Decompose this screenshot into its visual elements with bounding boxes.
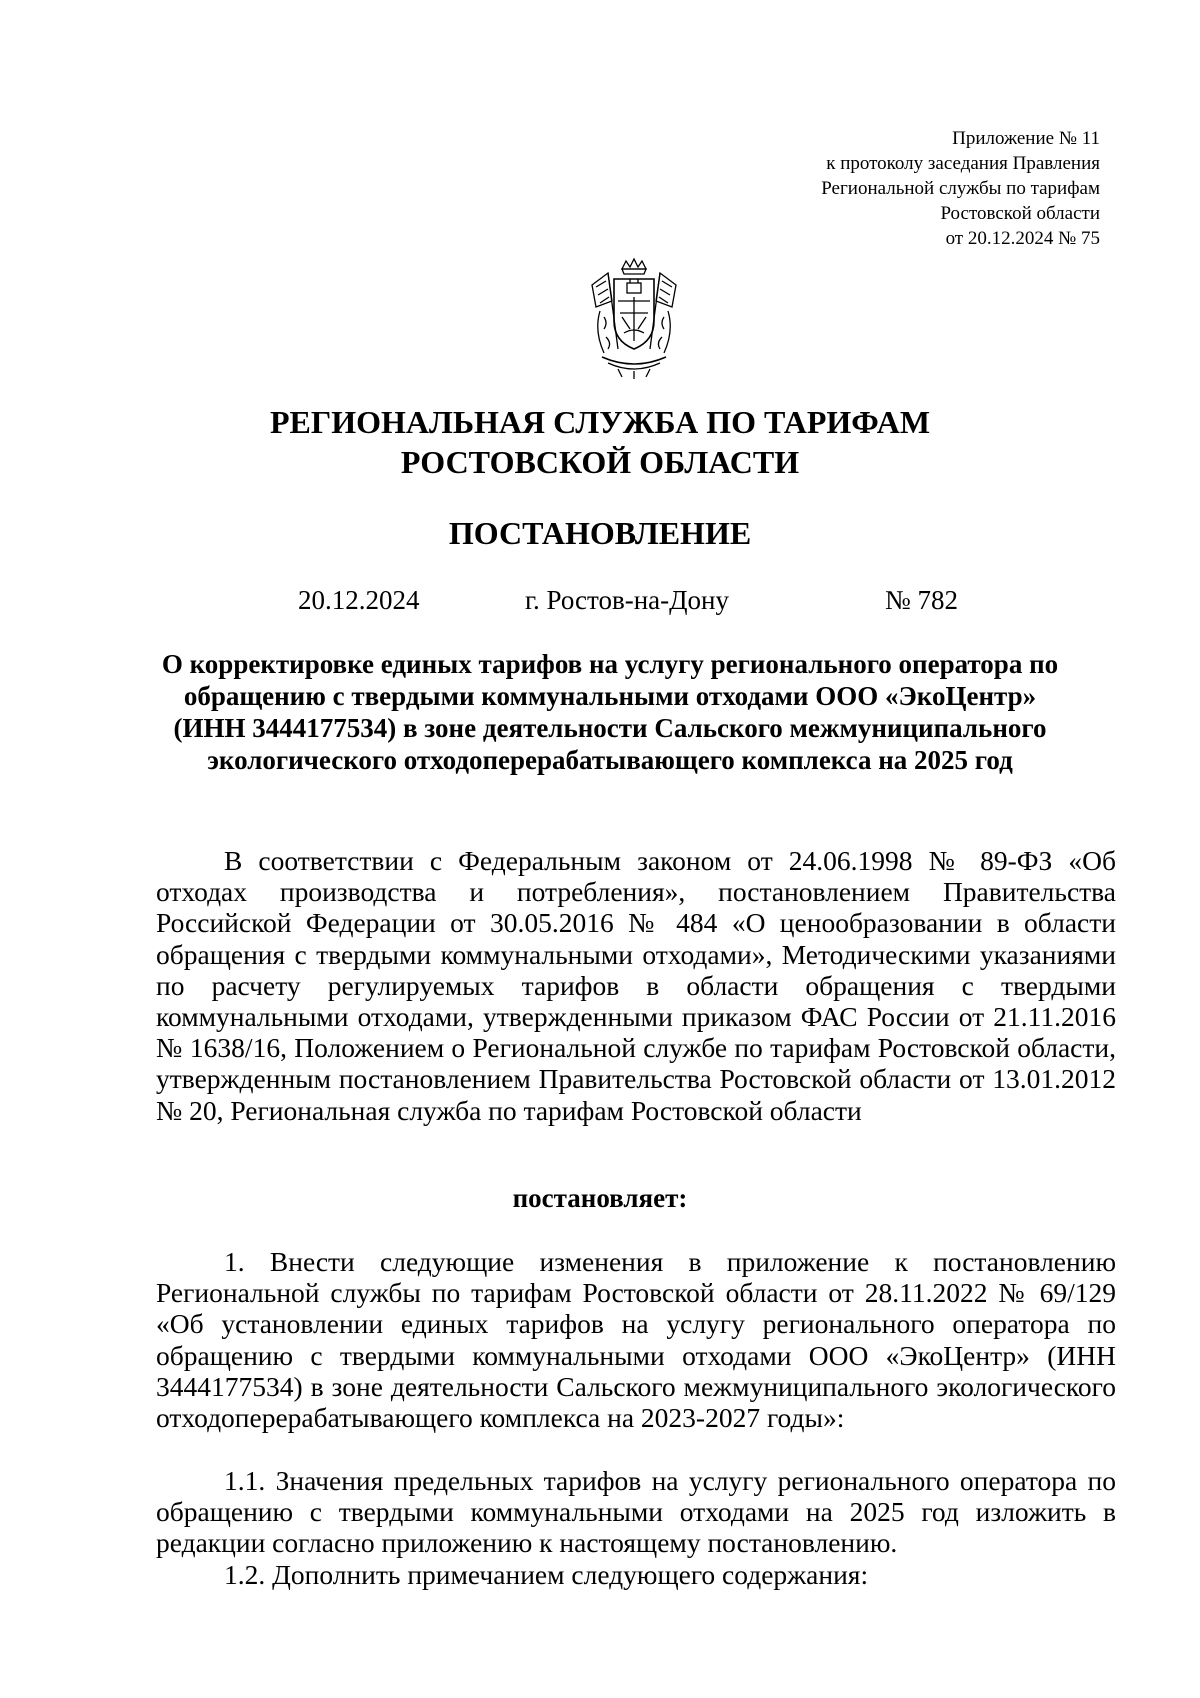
- item-1-2-paragraph: 1.2. Дополнить примечанием следующего содержания:: [224, 1559, 869, 1590]
- item-1-1-paragraph: 1.1. Значения предельных тарифов на услугу регионального оператора по обращению с твердыми коммунальными отходами на 2025 год изложить в редакции согласно приложению к настоящему постановлению.: [156, 1465, 1116, 1559]
- document-number: № 782: [885, 585, 959, 615]
- document-place: г. Ростов-на-Дону: [525, 585, 730, 615]
- document-date: 20.12.2024: [298, 585, 420, 615]
- coat-of-arms-icon: [578, 257, 690, 381]
- agency-name: РЕГИОНАЛЬНАЯ СЛУЖБА ПО ТАРИФАМ РОСТОВСКОЙ ОБЛАСТИ: [269, 404, 931, 480]
- preamble-paragraph: В соответствии с Федеральным законом от 24.06.1998 № 89-ФЗ «Об отходах производства и потребления», постановлением Правительства Российской Федерации от 30.05.2016 № 484 «О ценообразовании в области обращения с твердыми коммунальными отходами», Методическими указаниями по расчету регулируемых тарифов в области обращения с твердыми коммунальными отходами, утвержденными приказом ФАС России от 21.11.2016 № 1638/16, Положением о Региональной службе по тарифам Ростовской области, утвержденным постановлением Правительства Ростовской области от 13.01.2012 № 20, Региональная служба по тарифам Ростовской области: [156, 845, 1116, 1126]
- document-type: ПОСТАНОВЛЕНИЕ: [448, 515, 752, 551]
- appendix-note: Приложение № 11 к протоколу заседания Правления Региональной службы по тарифам Ростовской области от 20.12.2024 № 75: [821, 128, 1100, 249]
- item-1-paragraph: 1. Внести следующие изменения в приложение к постановлению Региональной службы по тарифам Ростовской области от 28.11.2022 № 69/129 «Об установлении единых тарифов на услугу регионального оператора по обращению с твердыми коммунальными отходами ООО «ЭкоЦентр» (ИНН 3444177534) в зоне деятельности Сальского межмуниципального экологического отходоперерабатывающего комплекса на 2023-2027 годы»:: [156, 1246, 1116, 1434]
- document-subject: О корректировке единых тарифов на услугу регионального оператора по обращению с твердыми коммунальными отходами ООО «ЭкоЦентр» (ИНН 3444177534) в зоне деятельности Сальского межмуниципального экологического отходоперерабатывающего комплекса на 2025 год: [161, 649, 1059, 775]
- decree-word: постановляет:: [512, 1183, 688, 1213]
